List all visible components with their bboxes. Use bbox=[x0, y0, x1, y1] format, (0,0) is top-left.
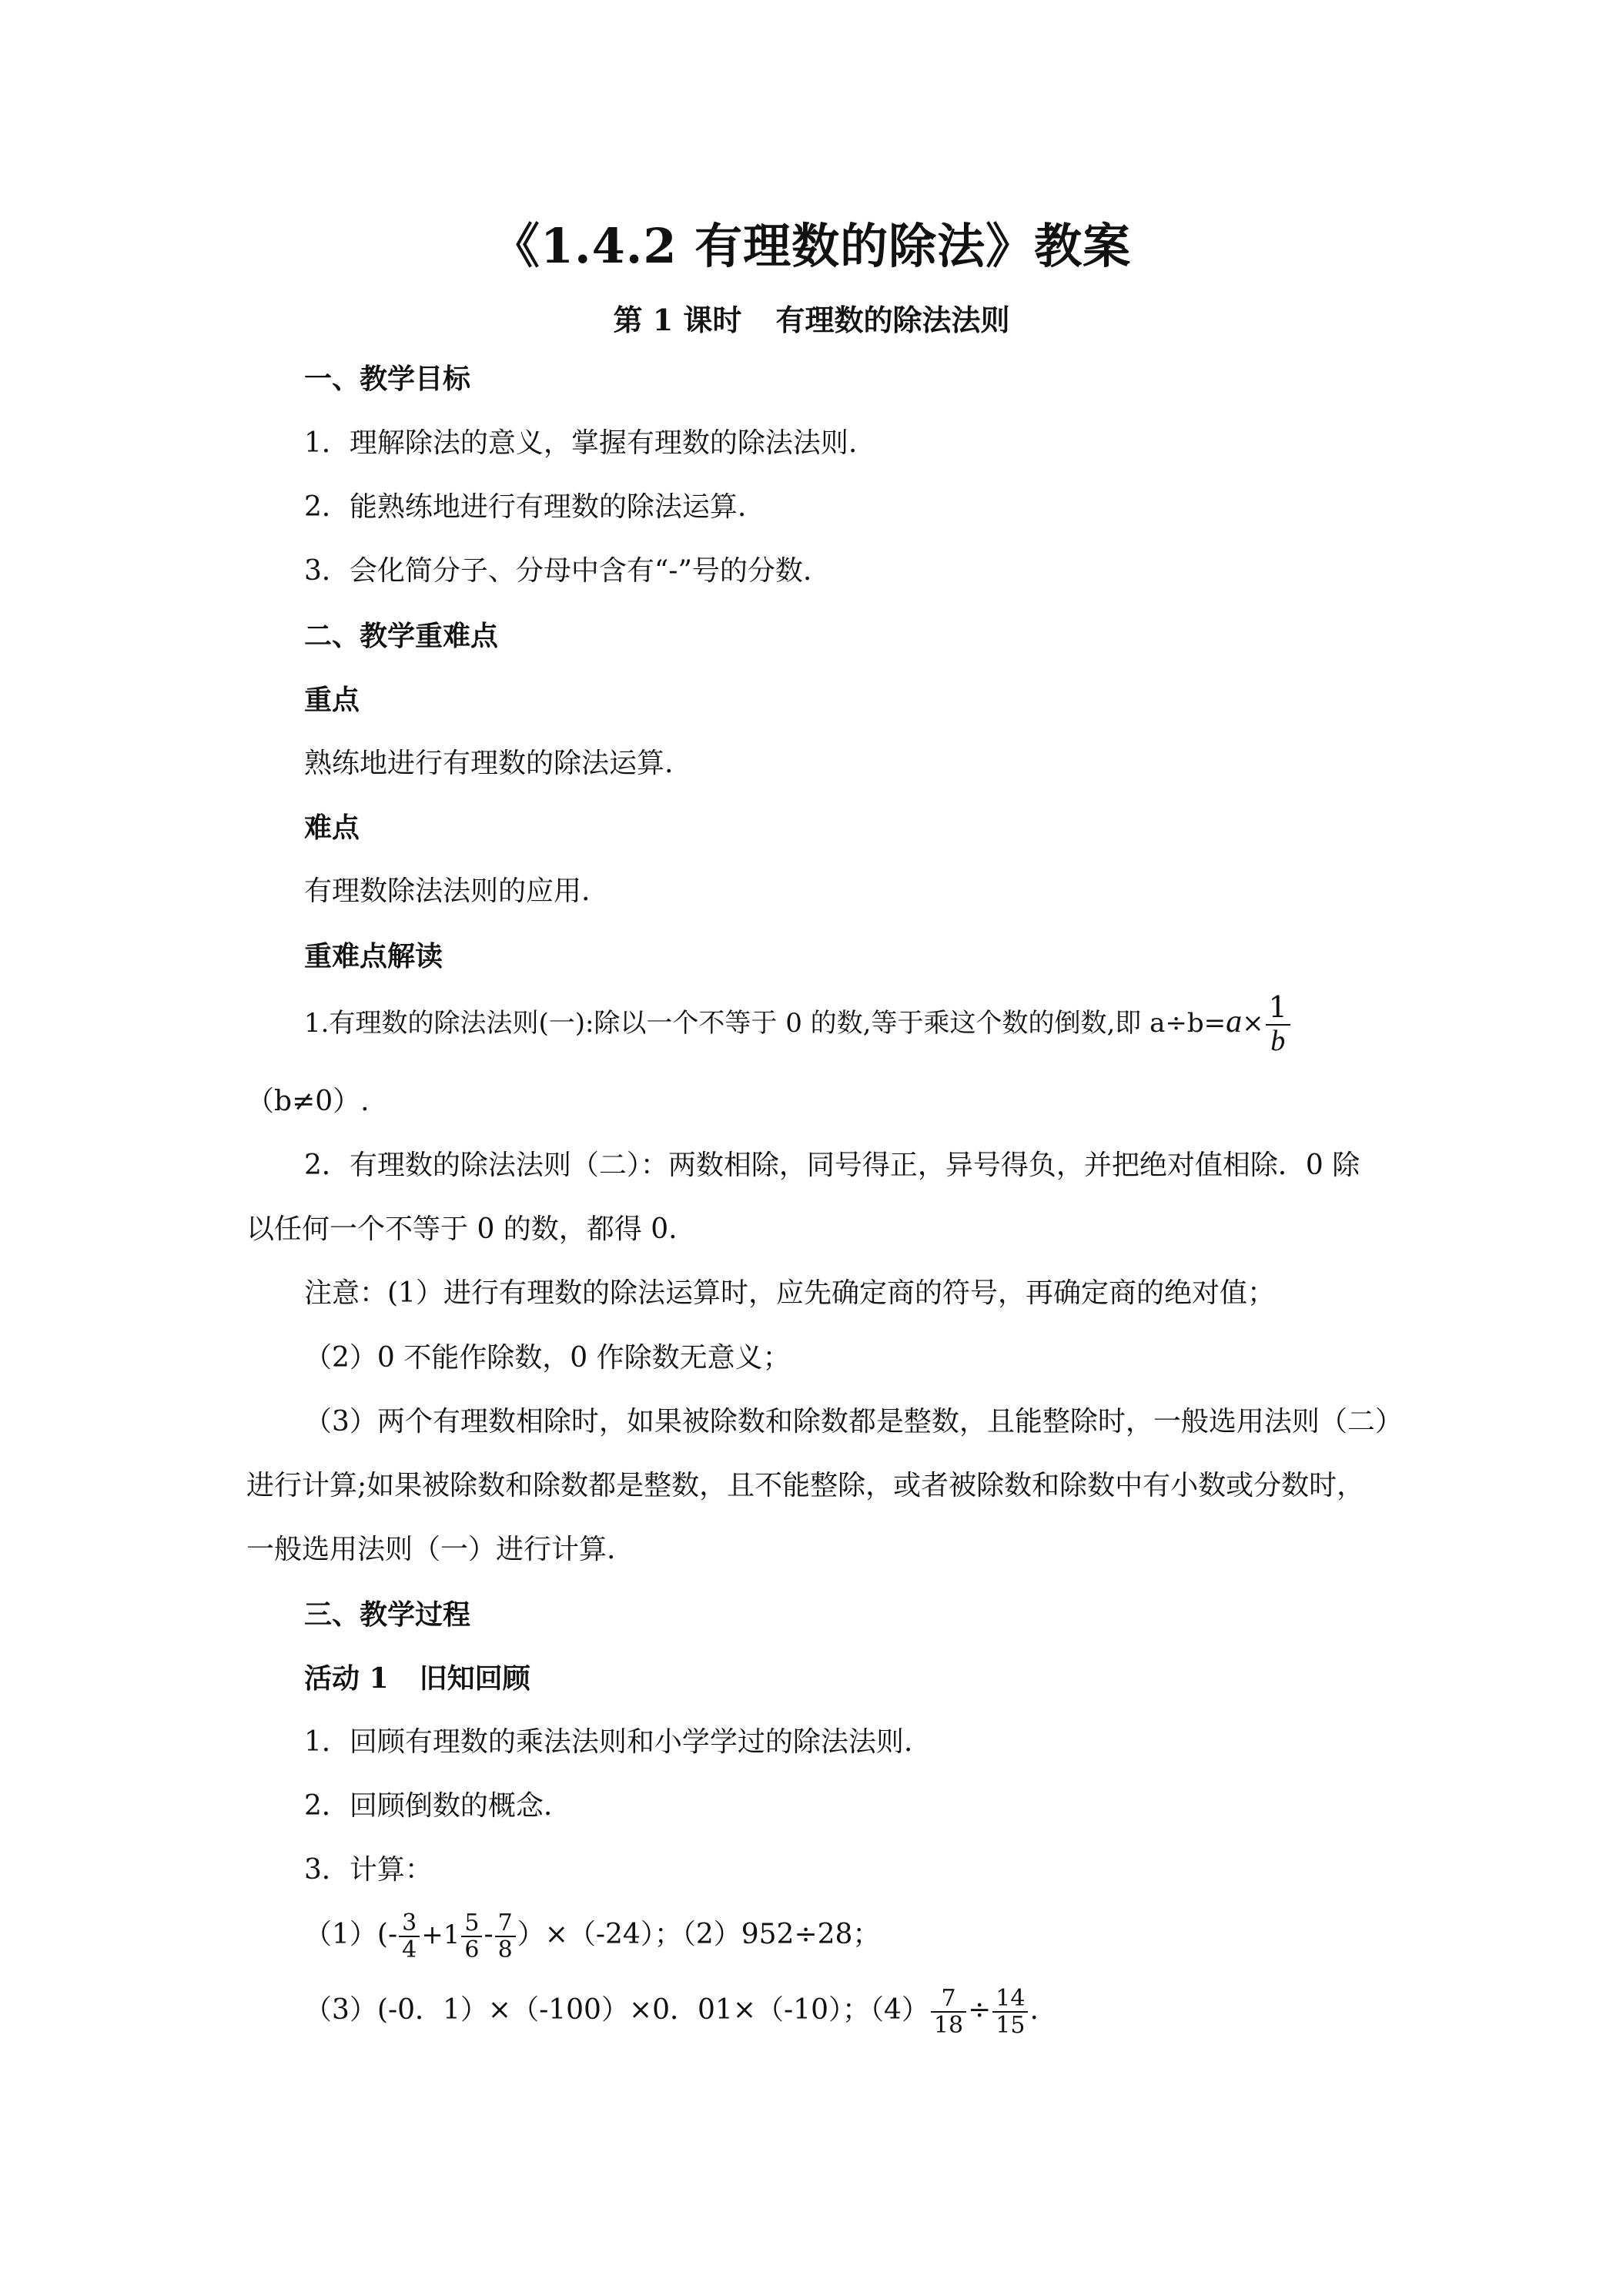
key-text: 熟练地进行有理数的除法运算. bbox=[304, 748, 674, 779]
lesson-number: 第 1 课时 bbox=[613, 303, 742, 337]
note-3-line-2: 进行计算;如果被除数和除数都是整数，且不能整除，或者被除数和除数中有小数或分数时， bbox=[246, 1470, 1365, 1501]
fraction-numerator: 1 bbox=[1266, 992, 1290, 1026]
calc1-minus: - bbox=[484, 1919, 494, 1950]
fraction-5-6 bbox=[461, 1910, 482, 1963]
calc1-plus-one: +1 bbox=[421, 1919, 460, 1950]
note-2: （2）0 不能作除数，0 作除数无意义； bbox=[304, 1342, 791, 1374]
section-heading-keypoints: 二、教学重难点 bbox=[304, 620, 499, 652]
calc2-divide: ÷ bbox=[968, 1994, 992, 2026]
page-title: 《1.4.2 有理数的除法》教案 bbox=[491, 218, 1132, 274]
note-1: 注意：(1）进行有理数的除法运算时，应先确定商的符号，再确定商的绝对值； bbox=[304, 1277, 1275, 1309]
fraction-numerator: 7 bbox=[495, 1910, 516, 1937]
fraction-numerator: 3 bbox=[399, 1910, 420, 1937]
fraction-7-18 bbox=[931, 1986, 966, 2038]
calc2-prefix: （3）(-0．1）×（-100）×0．01×（-10）；（4） bbox=[304, 1994, 929, 2026]
fraction-7-8 bbox=[495, 1910, 516, 1963]
fraction-denominator: 4 bbox=[402, 1936, 417, 1963]
fraction-numerator: 5 bbox=[461, 1910, 482, 1937]
goal-item-3: 3．会化简分子、分母中含有“-”号的分数. bbox=[304, 555, 812, 587]
calc-line-1 bbox=[304, 1900, 880, 1970]
section-heading-process: 三、教学过程 bbox=[304, 1598, 471, 1631]
calc1-suffix: ）×（-24）；（2）952÷28； bbox=[517, 1919, 881, 1950]
fraction-3-4 bbox=[399, 1910, 420, 1963]
lesson-topic: 有理数的除法法则 bbox=[775, 303, 1010, 337]
fraction-denominator: b bbox=[1270, 1024, 1286, 1057]
rule-one-var-a: a bbox=[1226, 1003, 1243, 1039]
activity-label: 活动 1 bbox=[304, 1662, 389, 1695]
section-heading-goals: 一、教学目标 bbox=[304, 363, 471, 395]
fraction-denominator: 8 bbox=[497, 1936, 513, 1963]
calc1-prefix: （1）(- bbox=[304, 1919, 398, 1950]
rule-two-line-1: 2．有理数的除法法则（二）：两数相除，同号得正，异号得负，并把绝对值相除．0 除 bbox=[304, 1150, 1360, 1181]
process-item-2: 2．回顾倒数的概念. bbox=[304, 1790, 553, 1822]
key-label: 重点 bbox=[304, 684, 360, 716]
fraction-numerator: 14 bbox=[992, 1986, 1028, 2013]
calc-line-2 bbox=[304, 1976, 1039, 2045]
goal-item-2: 2．能熟练地进行有理数的除法运算. bbox=[304, 491, 747, 523]
note-3-line-1: （3）两个有理数相除时，如果被除数和除数都是整数，且能整除时，一般选用法则（二） bbox=[304, 1406, 1403, 1438]
fraction-14-15 bbox=[992, 1986, 1028, 2038]
rule-two-line-2: 以任何一个不等于 0 的数，都得 0. bbox=[246, 1213, 678, 1245]
activity-1-heading bbox=[304, 1660, 530, 1697]
fraction-denominator: 15 bbox=[996, 2012, 1026, 2039]
difficulty-label: 难点 bbox=[304, 812, 360, 844]
calc2-end: . bbox=[1029, 1994, 1039, 2026]
note-3-line-3: 一般选用法则（一）进行计算. bbox=[246, 1534, 616, 1565]
rule-one bbox=[304, 992, 1292, 1058]
process-item-1: 1．回顾有理数的乘法法则和小学学过的除法法则. bbox=[304, 1726, 913, 1758]
rule-one-condition: （b≠0）. bbox=[246, 1086, 370, 1117]
goal-item-1: 1．理解除法的意义，掌握有理数的除法法则. bbox=[304, 427, 858, 459]
difficulty-text: 有理数除法法则的应用. bbox=[304, 875, 591, 907]
process-item-3: 3．计算： bbox=[304, 1854, 433, 1886]
activity-title: 旧知回顾 bbox=[419, 1662, 530, 1695]
fraction-numerator: 7 bbox=[931, 1986, 966, 2013]
fraction-denominator: 6 bbox=[464, 1936, 480, 1963]
rule-one-times: × bbox=[1242, 1007, 1264, 1039]
interpretation-label: 重难点解读 bbox=[304, 940, 443, 972]
rule-one-text: 1.有理数的除法法则(一):除以一个不等于 0 的数,等于乘这个数的倒数,即 a÷b= bbox=[304, 1007, 1226, 1039]
fraction-denominator: 18 bbox=[933, 2012, 964, 2039]
lesson-subtitle bbox=[0, 296, 1623, 339]
rule-one-fraction bbox=[1266, 992, 1290, 1058]
